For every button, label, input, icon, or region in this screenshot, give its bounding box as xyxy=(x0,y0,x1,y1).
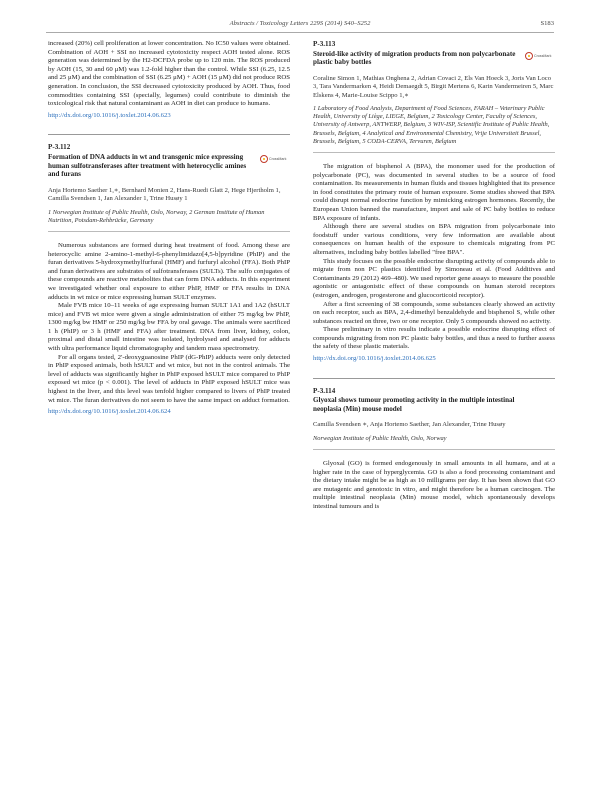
affiliation-rule xyxy=(48,231,290,232)
affiliations: 1 Laboratory of Food Analysis, Department of Food Sciences, FARAH – Veterinary Public Health, University of Liège, LIEGE, Belgium, 2 Toxicology Center, Faculty of Sciences, University of Antwerp, ANTWERP, Belgium, 3 WIV-ISP, Scientific Institute of Public Health, Brussels, Belgium, 4 Analytical and Environmental Chemistry, Vrije Universiteit Brussel, Brussels, Belgium, 5 CODA-CERVA, Tervuren, Belgium xyxy=(313,105,550,145)
abstract-id: P-3.114 xyxy=(313,386,336,395)
crossmark-label: CrossMark xyxy=(534,54,552,59)
author-list: Coraline Simon 1, Mathias Onghena 2, Adrian Covaci 2, Els Van Hoeck 3, Joris Van Loco 3, Tara Vandermarken 4, Heidi Demaegdt 5, Birgit Mertens 6, Karin Vandermeiren 5, Marc Elskens 4, Marie-Louise Scippo 1,∗ xyxy=(313,74,554,99)
doi-link[interactable]: http://dx.doi.org/10.1016/j.toxlet.2014.06.625 xyxy=(313,355,436,363)
abstract-paragraph: Numerous substances are formed during heat treatment of food. Among these are heterocyclic amine 2-amino-1-methyl-6-phenylimidazo[4,5-b]pyridine (PhIP) and the furan derivatives 5-hydroxymethylfurfural (HMF) and furfuryl alcohol (FFA). Both PhIP and furan derivatives are substrates of sulfotransferases (SULTs). The sulfo conjugates of these compounds are reactive metabolites that can form DNA adducts. In this experiment we investigated whether oral exposure to either PhIP, HMF or FFA results in DNA adducts in wt mice or mice expressing human SULT enzymes. xyxy=(48,241,290,301)
abstract-heading xyxy=(48,153,290,179)
crossmark-badge[interactable] xyxy=(525,51,555,62)
abstract-heading xyxy=(313,396,555,413)
abstract-id: P-3.112 xyxy=(48,143,71,152)
abstract-separator xyxy=(313,378,555,379)
author-list: Camilla Svendsen ∗, Anja Hortemo Saether, Jan Alexander, Trine Husøy xyxy=(313,421,506,429)
doi-link[interactable]: http://dx.doi.org/10.1016/j.toxlet.2014.06.624 xyxy=(48,408,171,416)
affiliation-rule xyxy=(313,152,555,153)
header-rule xyxy=(46,32,554,33)
right-column xyxy=(313,40,555,512)
affiliation-rule xyxy=(313,449,555,450)
abstract-p3-113 xyxy=(313,40,555,364)
abstract-paragraph: These preliminary in vitro results indicate a possible endocrine disrupting effect of compounds migrating from non PC plastic baby bottles, and thus a need to further assess the safety of these plastic materials. xyxy=(313,326,555,351)
author-list: Anja Hortemo Saether 1,∗, Bernhard Monien 2, Hans-Ruedi Glatt 2, Hege Hjertholm 1, Camilla Svendsen 1, Jan Alexander 1, Trine Husøy 1 xyxy=(48,186,281,203)
abstract-paragraph: For all organs tested, 2′-deoxyguanosine PhIP (dG-PhIP) adducts were only detected in PhIP exposed animals, both hSULT and wt mice, but not in the control animals. The level of adducts was significantly higher in PhIP exposed hSULT mice compared to PhIP exposed wt mice (p < 0.001). The level of adducts in PhIP exposed hSULT mice was highest in the liver, and this level was tenfold higher compared to livers of PhIP treated wt mice. The furan derivatives do not seem to have the same impact on adduct formation. xyxy=(48,353,290,404)
abstract-paragraph: Glyoxal (GO) is formed endogenously in small amounts in all humans, and at a higher rate in the case of hyperglycemia. GO is also a food processing contaminant and the dietary intake might be as high as 10 milligrams per day. It has been shown that GO are mutagenic and genotoxic in vitro, and might therefore be a human carcinogen. The multiple intestinal neoplasia (Min) mouse model, which spontaneously develops intestinal tumours and is xyxy=(313,460,555,511)
abstract-id: P-3.113 xyxy=(313,40,336,48)
affiliations: Norwegian Institute of Public Health, Oslo, Norway xyxy=(313,434,447,442)
abstract-paragraph: After a first screening of 38 compounds, some substances clearly showed an activity on each receptor, such as BPA, 2,4-dimethyl benzaldehyde and bisphenol S, while other substances reacted on three, two or one receptor. Only 5 compounds showed no activity. xyxy=(313,300,555,325)
continued-abstract-text: increased (20%) cell proliferation at lower concentration. No IC50 values were obtained. Combination of AOH + SSI no increased cytotoxicity respect AOH tested alone. ROS generation was determined by the H2-DCFDA probe up to 120 min. The ROS produced by AOH (15, 30 and 60 μM) was 1.2-fold higher than the control. While SSI (6.25, 12.5 and 25 μM) and the combination of SSI (6.25 μM) + AOH (15 μM) did not produce ROS generation. In conclusion, the SSI decreased cytotoxicity produced by AOH. Thus, food commodities containing SSI (specially, legumes) could contribute to diminish the toxicological risk that natural contaminant as AOH in diet can produce to humans. xyxy=(48,40,290,108)
left-column xyxy=(48,40,290,417)
abstract-p3-112 xyxy=(48,143,290,416)
abstract-title: Steroid-like activity of migration products from non polycarbonate plastic baby bottles xyxy=(313,49,516,67)
doi-link[interactable]: http://dx.doi.org/10.1016/j.toxlet.2014.06.623 xyxy=(48,111,171,119)
abstract-title: Formation of DNA adducts in wt and transgenic mice expressing human sulfotransferases after treatment with heterocyclic amines and furans xyxy=(48,152,247,179)
abstract-paragraph: Although there are several studies on BPA migration from polycarbonate into foodstuff under various conditions, very few information are available about consequences on human health of the exposure to chemicals migrating from PC alternatives, including baby bottles labelled "free BPA". xyxy=(313,223,555,256)
running-header xyxy=(0,20,600,32)
abstract-heading xyxy=(313,50,555,67)
affiliations: 1 Norwegian Institute of Public Health, Oslo, Norway, 2 German Institute of Human Nutrition, Potsdam-Rehbrücke, Germany xyxy=(48,208,265,224)
abstract-title: Glyoxal shows tumour promoting activity in the multiple intestinal neoplasia (Min) mouse model xyxy=(313,396,515,413)
abstract-paragraph: The migration of bisphenol A (BPA), the monomer used for the production of polycarbonate (PC), was documented in several studies to be a source of food contamination. Its measurements in human fluids and tissues highlighted that its presence in food constitutes the primary route of human exposure. Some studies showed that BPA could disrupt normal endocrine function by mimicking estrogen hormones. Recently, the European Union banned the manufacture, import and sale of PC baby bottles to reduce BPA exposure of infants. xyxy=(313,163,555,222)
crossmark-label: CrossMark xyxy=(269,157,287,162)
abstract-paragraph: Male FVB mice 10–11 weeks of age expressing human SULT 1A1 and 1A2 (hSULT mice) and FVB wt mice were given a single administration of either 75 mg/kg bw PhIP, 1300 mg/kg bw HMF or 250 mg/kg bw FFA by oral gavage. The animals were sacrificed 1 h (PhIP) or 3 h (HMF and FFA) after treatment. DNA from liver, kidney, colon, proximal and distal small intestine was isolated, hydrolysed and analysed for adducts with ultra performance liquid chromatography and tandem mass spectrometry. xyxy=(48,302,290,353)
abstract-paragraph: This study focuses on the possible endocrine disrupting activity of compounds able to migrate from non PC plastics identified by Simoneau et al. (Food Additives and Contaminants 29 (2012) 469–480). We used reporter gene assays to measure the possible agonistic or antagonistic effect of these compounds on human steroid receptors (estrogen, androgen, progesterone and glucocorticoid receptor). xyxy=(313,257,555,299)
journal-citation: Abstracts / Toxicology Letters 229S (2014) S40–S252 xyxy=(229,20,371,27)
crossmark-badge[interactable] xyxy=(260,154,290,165)
page-number: S183 xyxy=(540,20,554,27)
abstract-separator xyxy=(48,134,290,135)
crossmark-icon xyxy=(260,155,268,163)
crossmark-icon xyxy=(525,52,533,60)
abstract-p3-114 xyxy=(313,387,555,512)
